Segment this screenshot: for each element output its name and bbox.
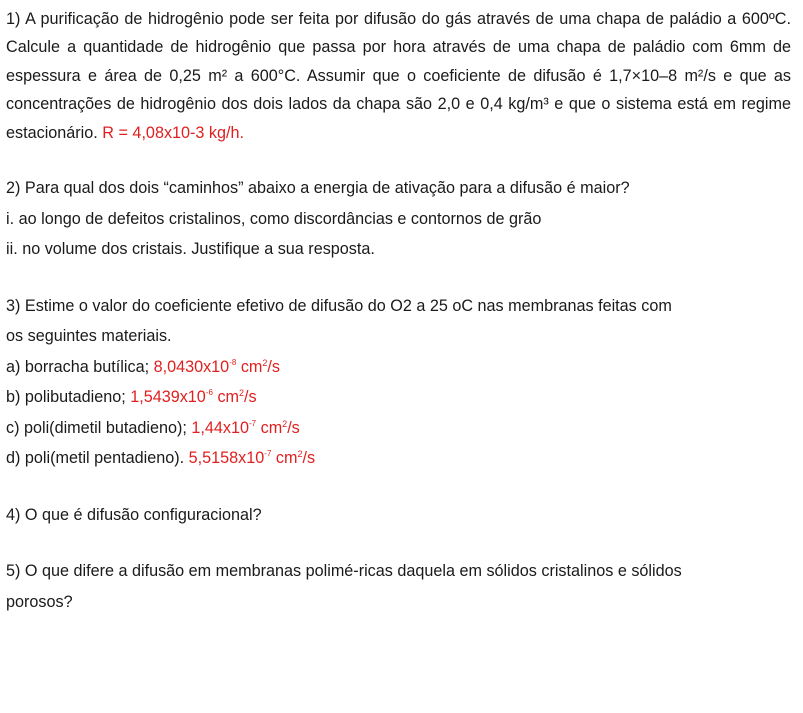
question-5-text-line-2: porosos?: [6, 592, 73, 611]
question-1: [6, 5, 791, 147]
spacer: [6, 265, 791, 291]
item-label: d) poli(metil pentadieno).: [6, 449, 185, 468]
item-value: $1,5439x10^{-6}$ $cm^2/s$: [130, 388, 257, 407]
question-4: [6, 500, 791, 531]
spacer: [6, 147, 791, 173]
question-2: [6, 173, 791, 265]
question-1-text: 1) A purificação de hidrogênio pode ser feita por difusão do gás através de uma chapa de paládio a 600ºC. Calcule a quantidade de hidrogênio que passa por hora através de uma chapa de paládio com 6mm de espessura e área de 0,25 m² a 600°C. Assumir que o coeficiente de difusão é 1,7×10–8 m²/s e que as concentrações de hidrogênio dos dois lados da chapa são 2,0 e 0,4 kg/m³ e que o sistema está em regime estacionário.: [6, 10, 791, 142]
item-value: $8,0430x10^{-8}$ $cm^2/s$: [153, 357, 281, 376]
question-2-option-i: i. ao longo de defeitos cristalinos, como discordâncias e contornos de grão: [6, 209, 542, 228]
item-value: $5,5158x10^{-7}$ $cm^2/s$: [188, 449, 316, 468]
question-1-answer: R = 4,08x10-3 kg/h.: [102, 123, 245, 142]
question-3-item: [6, 382, 791, 413]
question-3-text-line-1: 3) Estime o valor do coeficiente efetivo de difusão do O2 a 25 oC nas membranas feitas com: [6, 296, 672, 315]
question-5-text-line-1: 5) O que difere a difusão em membranas polimé-ricas daquela em sólidos cristalinos e sólidos: [6, 562, 682, 581]
spacer: [6, 530, 791, 556]
question-2-option-ii: ii. no volume dos cristais. Justifique a sua resposta.: [6, 240, 375, 259]
question-3-text-line-2: os seguintes materiais.: [6, 327, 172, 346]
question-3-item: [6, 352, 791, 383]
question-5: [6, 556, 791, 617]
item-label: c) poli(dimetil butadieno);: [6, 418, 187, 437]
spacer: [6, 474, 791, 500]
item-label: b) polibutadieno;: [6, 388, 126, 407]
question-3-item: [6, 413, 791, 444]
question-2-text: 2) Para qual dos dois “caminhos” abaixo a energia de ativação para a difusão é maior?: [6, 179, 630, 198]
question-4-text: 4) O que é difusão configuracional?: [6, 505, 262, 524]
document-page: [6, 5, 791, 617]
question-3-item: [6, 443, 791, 474]
item-label: a) borracha butílica;: [6, 357, 150, 376]
question-3: [6, 291, 791, 474]
item-value: $1,44x10^{-7}$ $cm^2/s$: [191, 418, 300, 437]
